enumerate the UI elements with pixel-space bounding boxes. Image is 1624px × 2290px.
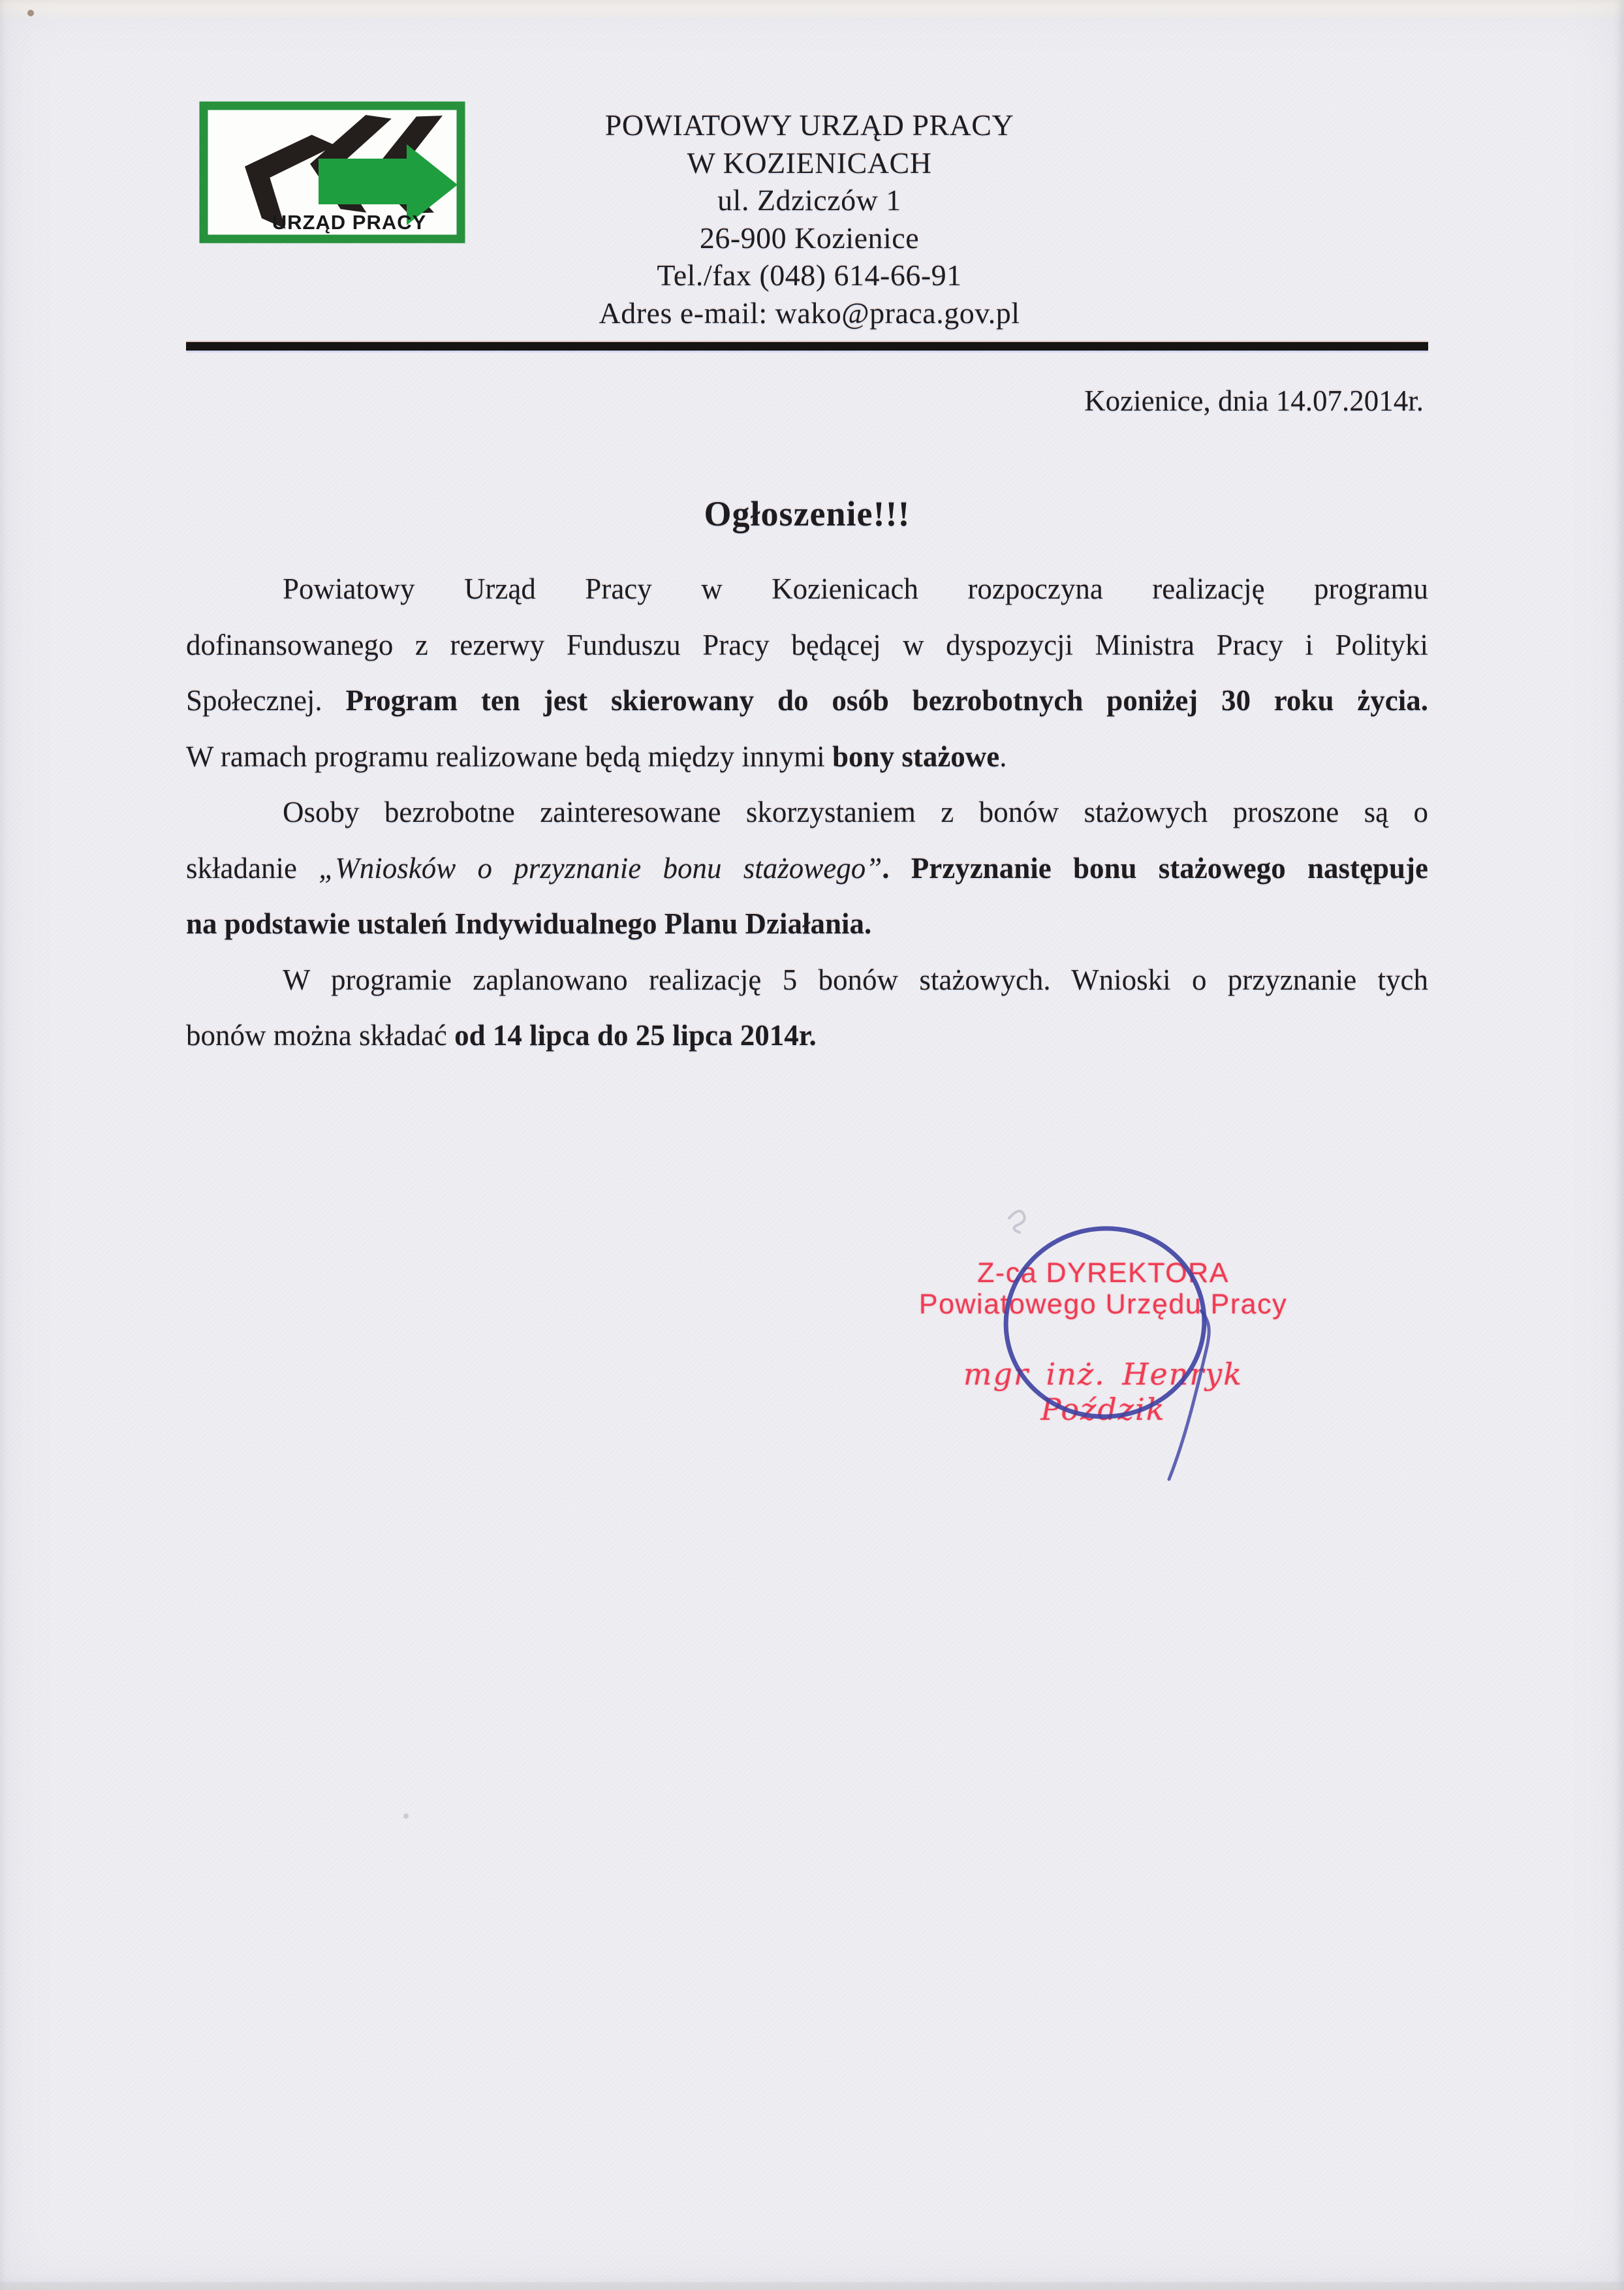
body-line-8-seg-1: W programie zaplanowano realizację 5 bonów stażowych. Wnioski o przyznanie tych (283, 963, 1428, 996)
scan-top-edge (0, 0, 1624, 18)
stamp-role-line-2: Powiatowego Urzędu Pracy (918, 1289, 1288, 1320)
dateline: Kozienice, dnia 14.07.2014r. (1084, 384, 1424, 417)
body-line-7 (186, 896, 1428, 952)
body-line-9-seg-2: od 14 lipca do 25 lipca 2014r. (454, 1019, 817, 1052)
page-title: Ogłoszenie!!! (704, 494, 911, 533)
letterhead-line-5: Tel./fax (048) 614-66-91 (657, 259, 962, 292)
body-line-4-seg-3: . (999, 740, 1007, 773)
body-line-3 (186, 673, 1428, 729)
director-stamp (907, 1257, 1299, 1427)
letterhead-line-6: Adres e-mail: wako@praca.gov.pl (599, 296, 1020, 330)
body-line-7-seg-1: na podstawie ustaleń Indywidualnego Planu Działania. (186, 907, 872, 940)
body-line-6-seg-1: składanie (186, 851, 319, 885)
body-line-6 (186, 841, 1428, 897)
body-line-9 (186, 1008, 1428, 1064)
letterhead-line-4: 26-900 Kozienice (699, 221, 920, 255)
body-line-8 (186, 952, 1428, 1009)
body-line-3-seg-1: Społecznej. (186, 684, 346, 717)
body-line-6-seg-3: . Przyznanie bonu stażowego następuje (882, 851, 1429, 885)
letterhead-divider (186, 342, 1428, 351)
letterhead-line-3: ul. Zdziczów 1 (717, 183, 901, 217)
letterhead-line-1: POWIATOWY URZĄD PRACY (604, 108, 1014, 142)
pencil-mark (1009, 1211, 1025, 1232)
letterhead-line-2: W KOZIENICACH (687, 146, 932, 180)
body-line-5 (186, 785, 1428, 841)
scan-speck (403, 1813, 409, 1819)
body-line-9-seg-1: bonów można składać (186, 1019, 455, 1052)
body-line-3-seg-2: Program ten jest skierowany do osób bezrobotnych poniżej 30 roku życia. (345, 684, 1428, 717)
scan-bottom-edge (0, 2282, 1624, 2290)
letterhead-block (418, 106, 1201, 332)
body-line-5-seg-1: Osoby bezrobotne zainteresowane skorzystaniem z bonów stażowych proszone są o (283, 796, 1428, 828)
body-line-6-seg-2: „Wniosków o przyznanie bonu stażowego” (319, 851, 882, 885)
body-line-1-seg-1: Powiatowy Urząd Pracy w Kozienicach rozpoczyna realizację programu (283, 572, 1428, 605)
body-line-2-seg-1: dofinansowanego z rezerwy Funduszu Pracy będącej w dyspozycji Ministra Pracy i Polityki (186, 628, 1428, 661)
body-line-2 (186, 618, 1428, 674)
body-line-1 (186, 561, 1428, 618)
stamp-role-line-1: Z-ca DYREKTORA (977, 1257, 1229, 1289)
body-line-4-seg-2: bony stażowe (832, 740, 1000, 773)
body-text (186, 561, 1428, 1064)
logo-label: URZĄD PRACY (272, 211, 427, 234)
stamp-signature-name: mgr inż. Henryk Poździk (963, 1357, 1243, 1427)
body-line-4-seg-1: W ramach programu realizowane będą między innymi (186, 740, 833, 773)
body-line-4 (186, 729, 1428, 785)
